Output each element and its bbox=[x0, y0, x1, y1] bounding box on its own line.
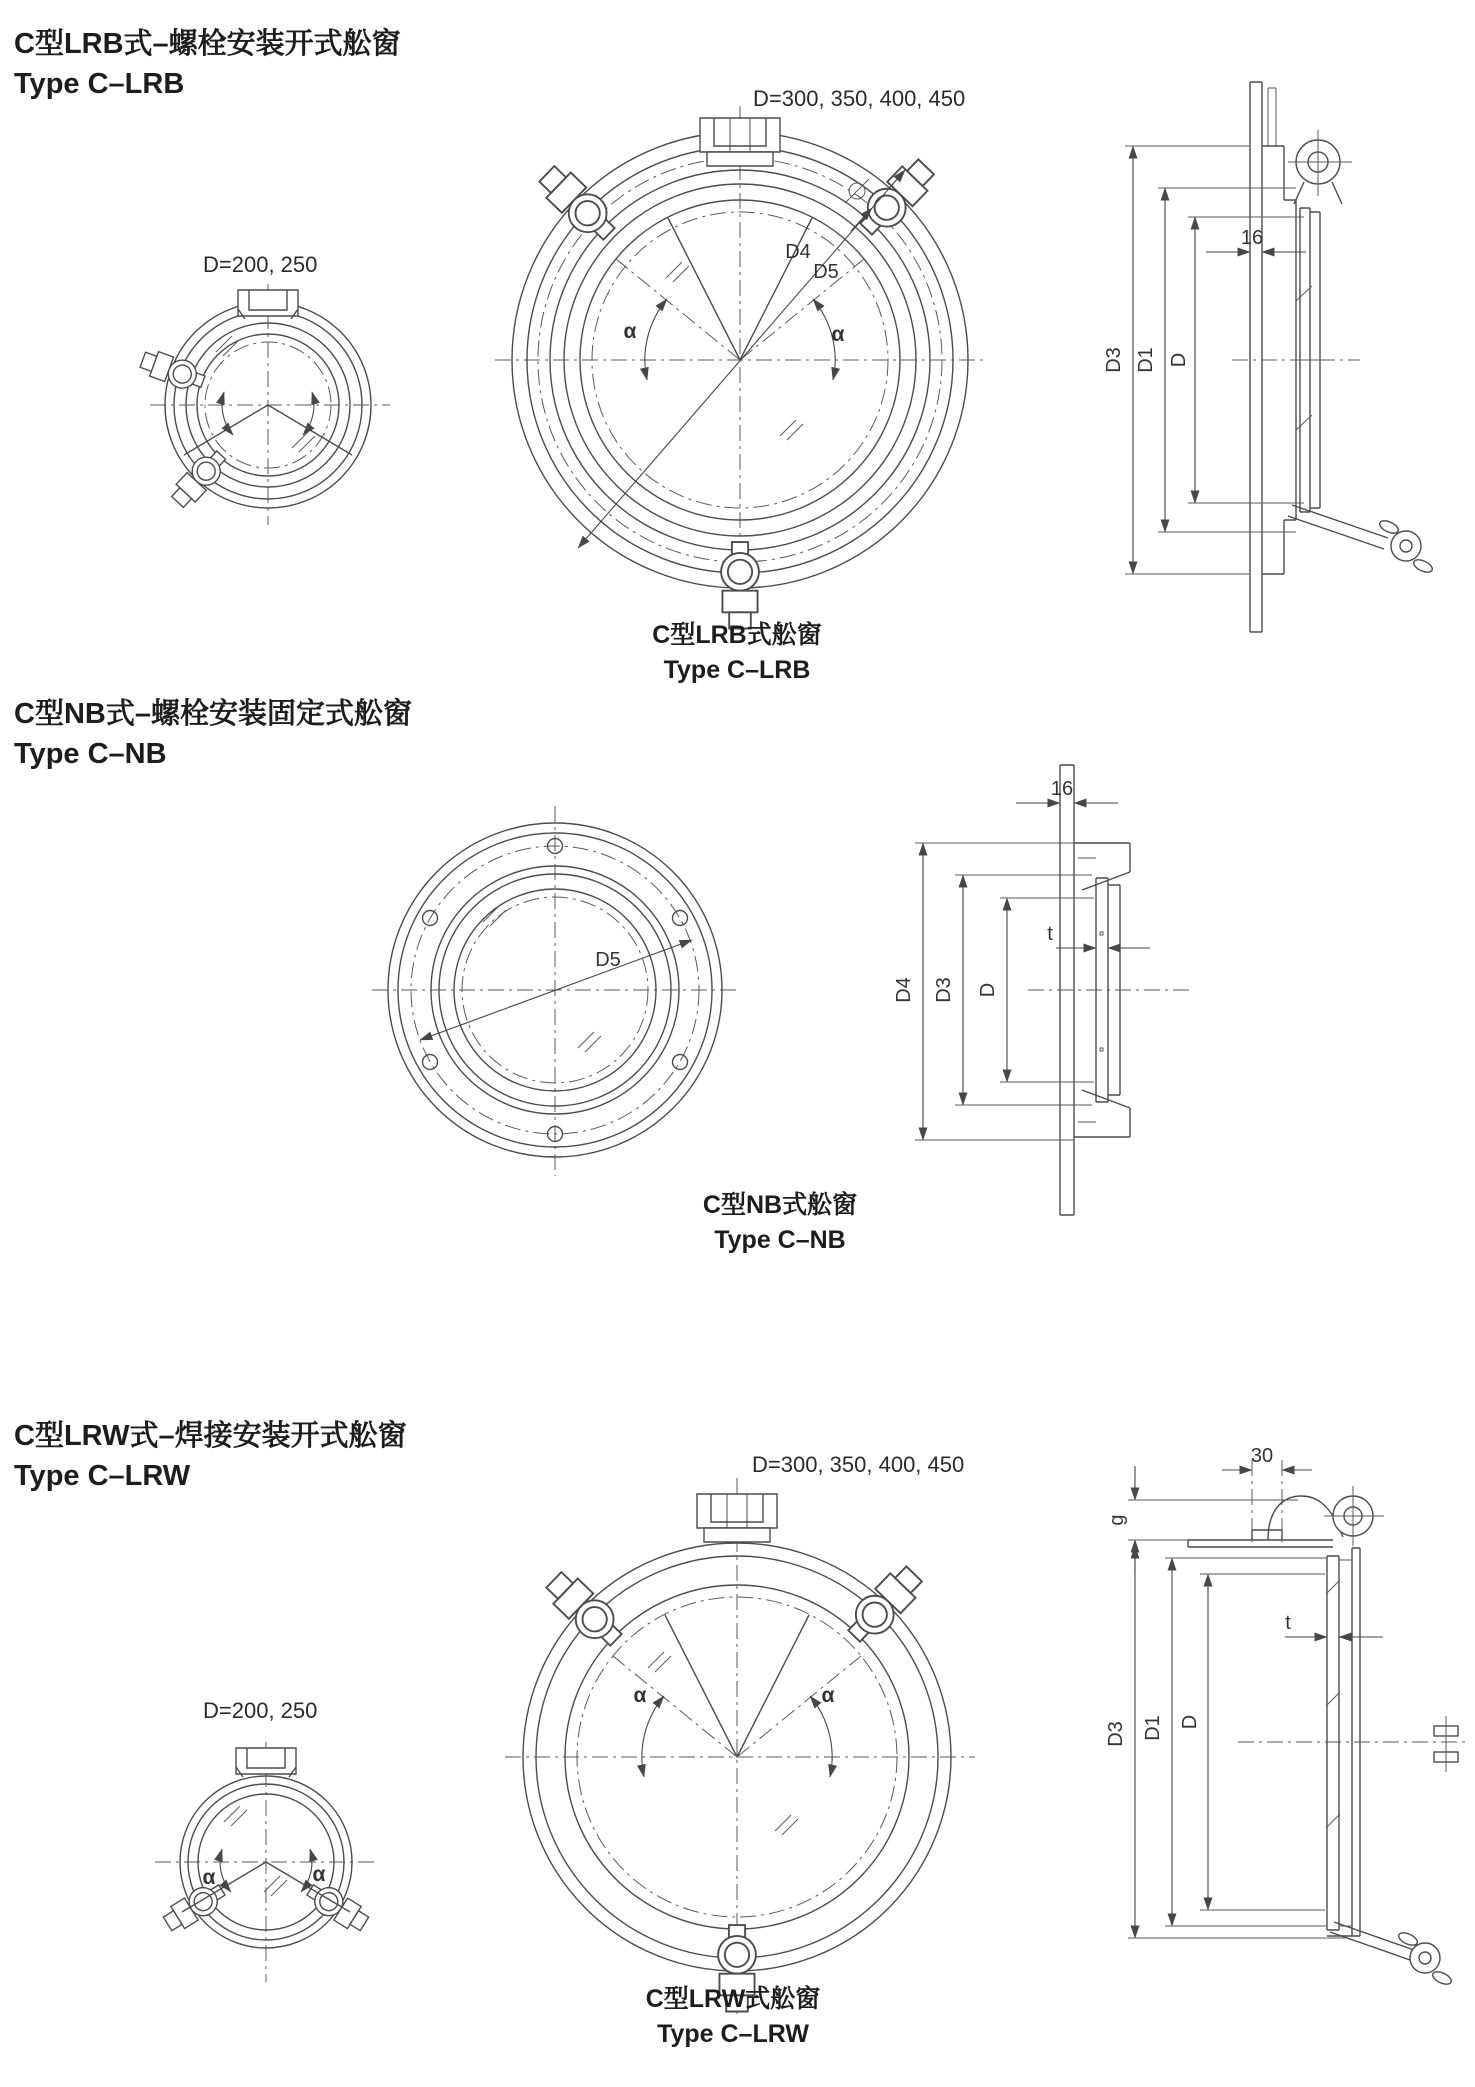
dim-label-t: t bbox=[1047, 923, 1053, 945]
section-nb-heading-en: Type C–NB bbox=[14, 738, 167, 770]
swing-bolt-icon bbox=[841, 1561, 928, 1649]
lrw-front-small-drawing bbox=[155, 1742, 378, 1982]
glass-hatch-icon bbox=[780, 420, 803, 440]
nb-side-section-drawing bbox=[893, 765, 1192, 1215]
bolt-hole-icon bbox=[673, 911, 688, 926]
glass-hatch-icon bbox=[666, 262, 689, 282]
wingnut-icon bbox=[1412, 557, 1434, 575]
caption-nb-en: Type C–NB bbox=[714, 1226, 846, 1254]
angle-label-alpha: α bbox=[623, 320, 637, 343]
section-nb-heading-cn: C型NB式–螺栓安装固定式舩窗 bbox=[14, 698, 412, 730]
diameter-label-lrw-small: D=200, 250 bbox=[203, 1698, 318, 1723]
wingnut-icon bbox=[1431, 1969, 1453, 1987]
dim-label-d5: D5 bbox=[813, 261, 839, 283]
swing-bolt-icon bbox=[541, 1566, 629, 1653]
hinge-icon bbox=[697, 1494, 777, 1542]
nb-front-drawing bbox=[372, 806, 738, 1176]
hinge-icon bbox=[238, 290, 298, 319]
caption-lrb-en: Type C–LRB bbox=[663, 656, 811, 684]
swing-bolt-icon bbox=[167, 446, 231, 512]
swing-bolt-icon bbox=[303, 1878, 372, 1936]
dim-label-d3: D3 bbox=[1105, 1721, 1127, 1747]
dim-label-d4: D4 bbox=[893, 977, 915, 1003]
lrb-front-small-drawing bbox=[138, 284, 390, 525]
lrw-side-section-drawing bbox=[1105, 1445, 1470, 1987]
caption-lrb-cn: C型LRB式舩窗 bbox=[652, 621, 822, 649]
caption-nb-cn: C型NB式舩窗 bbox=[702, 1191, 858, 1219]
angle-label-alpha: α bbox=[202, 1866, 216, 1889]
section-lrb-heading bbox=[14, 24, 401, 104]
dim-label-d: D bbox=[1168, 352, 1190, 368]
swing-bolt-icon bbox=[721, 542, 759, 628]
dim-label-d3: D3 bbox=[1103, 347, 1125, 373]
dim-label-d: D bbox=[977, 982, 999, 998]
angle-label-alpha: α bbox=[821, 1684, 835, 1707]
dim-label-d1: D1 bbox=[1142, 1715, 1164, 1741]
diameter-label-lrb-large: D=300, 350, 400, 450 bbox=[753, 86, 966, 111]
swing-bolt-icon bbox=[138, 347, 208, 395]
dim-label-16: 16 bbox=[1240, 227, 1264, 249]
caption-lrw-en: Type C–LRW bbox=[657, 2020, 809, 2048]
hinge-icon bbox=[236, 1748, 296, 1777]
caption-nb bbox=[620, 1188, 940, 1258]
section-lrb-heading-cn: C型LRB式–螺栓安装开式舩窗 bbox=[14, 28, 401, 60]
diameter-label-lrw-large: D=300, 350, 400, 450 bbox=[752, 1452, 965, 1477]
section-nb-heading bbox=[14, 694, 412, 774]
section-lrw-heading bbox=[14, 1416, 407, 1496]
dim-label-30: 30 bbox=[1250, 1445, 1274, 1467]
bolt-hole-icon bbox=[423, 1055, 438, 1070]
lrb-side-section-drawing bbox=[1103, 82, 1434, 632]
lrw-front-large-drawing bbox=[505, 1478, 975, 2014]
caption-lrw bbox=[573, 1982, 893, 2052]
section-lrw-heading-en: Type C–LRW bbox=[14, 1460, 191, 1492]
angle-label-alpha: α bbox=[633, 1684, 647, 1707]
section-lrw-heading-cn: C型LRW式–焊接安装开式舩窗 bbox=[14, 1420, 407, 1452]
caption-lrb bbox=[577, 618, 897, 688]
glass-hatch-icon bbox=[578, 1032, 601, 1052]
section-lrb-heading-en: Type C–LRB bbox=[14, 68, 185, 100]
angle-label-alpha: α bbox=[831, 323, 845, 346]
glass-hatch-icon bbox=[224, 1806, 247, 1826]
dim-label-16: 16 bbox=[1050, 778, 1074, 800]
glass-hatch-icon bbox=[648, 1652, 671, 1672]
dim-label-d5: D5 bbox=[595, 949, 621, 971]
wingnut-icon bbox=[1378, 518, 1400, 536]
dim-label-d1: D1 bbox=[1135, 347, 1157, 373]
dim-label-d4: D4 bbox=[785, 241, 811, 263]
diameter-label-lrb-small: D=200, 250 bbox=[203, 252, 318, 277]
angle-label-alpha: α bbox=[312, 1863, 326, 1886]
glass-hatch-icon bbox=[264, 1876, 287, 1896]
dim-label-g: g bbox=[1106, 1514, 1128, 1526]
dim-label-d3: D3 bbox=[933, 977, 955, 1003]
lrb-front-large-drawing bbox=[495, 106, 985, 629]
hinge-icon bbox=[700, 118, 780, 166]
dim-label-t: t bbox=[1285, 1612, 1291, 1634]
bolt-hole-icon bbox=[673, 1055, 688, 1070]
caption-lrw-cn: C型LRW式舩窗 bbox=[645, 1985, 821, 2013]
dim-label-d: D bbox=[1179, 1714, 1201, 1730]
swing-bolt-icon bbox=[160, 1878, 229, 1936]
glass-hatch-icon bbox=[775, 1815, 798, 1835]
